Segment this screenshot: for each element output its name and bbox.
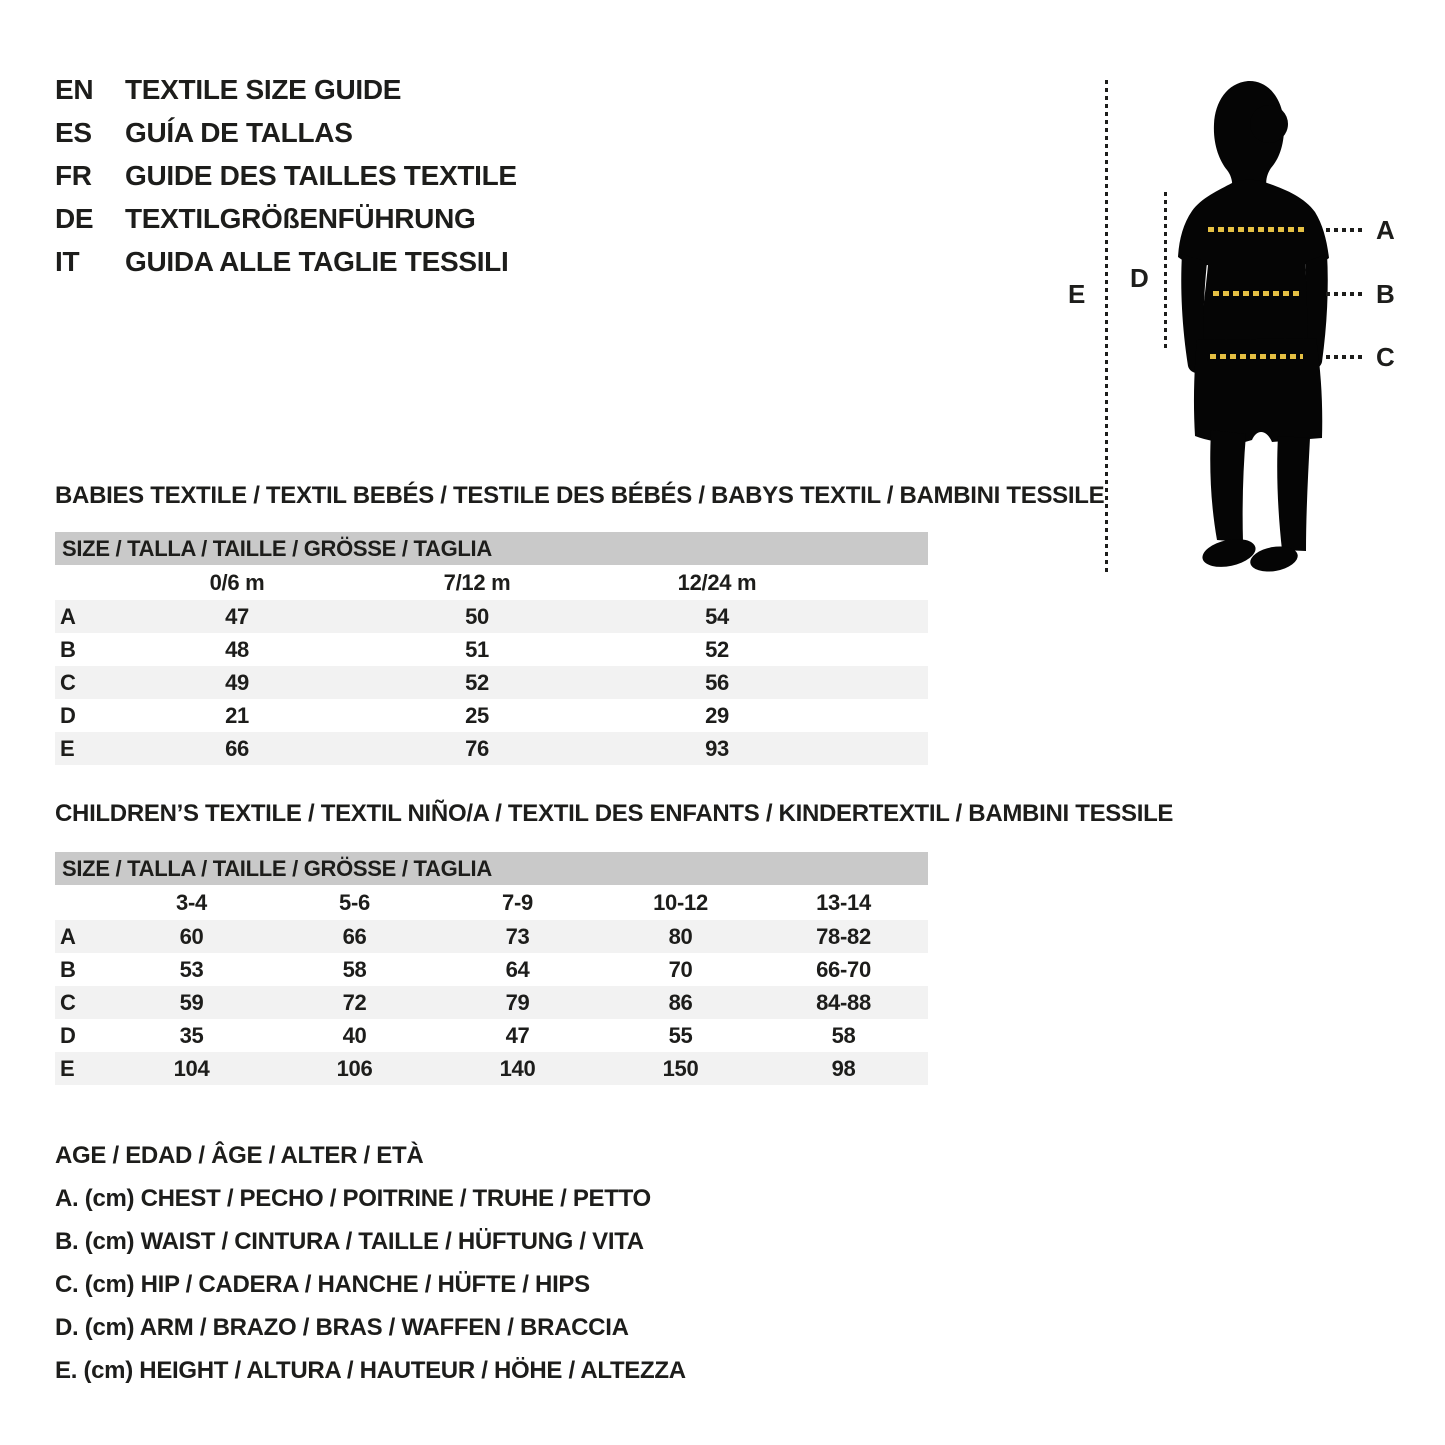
- language-row: [55, 154, 517, 197]
- legend-line: A. (cm) CHEST / PECHO / POITRINE / TRUHE / PETTO: [55, 1184, 651, 1212]
- waist-measure-line-b-dark: [1326, 292, 1364, 296]
- row-label: A: [60, 923, 76, 949]
- table-cell: 47: [505, 1022, 530, 1048]
- measure-label-c: C: [1376, 342, 1395, 372]
- column-header: 13-14: [816, 889, 871, 915]
- table-cell: 54: [705, 603, 729, 629]
- language-row: [55, 111, 517, 154]
- measurement-legend: [55, 1134, 686, 1392]
- table-cell: 40: [342, 1022, 367, 1048]
- measure-label-b: B: [1376, 279, 1395, 309]
- column-header: 0/6 m: [209, 569, 265, 595]
- silhouette-hair: [1250, 105, 1288, 143]
- column-header: 5-6: [339, 889, 370, 915]
- table-cell: 55: [668, 1022, 693, 1048]
- column-header: 7-9: [502, 889, 533, 915]
- language-code: FR: [55, 159, 92, 191]
- table-row: [55, 920, 928, 953]
- column-header: 7/12 m: [443, 569, 511, 595]
- table-cell: 66: [225, 735, 249, 761]
- table-row: [55, 600, 928, 633]
- legend-line: C. (cm) HIP / CADERA / HANCHE / HÜFTE / HIPS: [55, 1270, 590, 1298]
- silhouette-left-leg: [1210, 430, 1246, 542]
- table-cell: 104: [173, 1055, 210, 1081]
- chest-measure-line-a-dark: [1326, 228, 1364, 232]
- table-cell: 150: [662, 1055, 699, 1081]
- table-cell: 70: [668, 956, 693, 982]
- row-label: C: [60, 989, 76, 1015]
- language-code: ES: [55, 116, 92, 148]
- children-size-header-label: SIZE / TALLA / TAILLE / GRÖSSE / TAGLIA: [62, 855, 492, 881]
- children-column-header-row: [55, 885, 928, 920]
- row-label: D: [60, 1022, 76, 1048]
- column-header: 10-12: [653, 889, 708, 915]
- babies-column-header-row: [55, 565, 928, 600]
- legend-line: D. (cm) ARM / BRAZO / BRAS / WAFFEN / BRACCIA: [55, 1313, 629, 1341]
- table-row: [55, 633, 928, 666]
- legend-line: B. (cm) WAIST / CINTURA / TAILLE / HÜFTUNG / VITA: [55, 1227, 644, 1255]
- table-cell: 93: [705, 735, 729, 761]
- language-title: GUIDA ALLE TAGLIE TESSILI: [125, 245, 509, 277]
- table-row: [55, 666, 928, 699]
- table-cell: 21: [225, 702, 249, 728]
- table-cell: 53: [179, 956, 204, 982]
- language-row: [55, 197, 517, 240]
- arm-measure-line-d: [1164, 192, 1167, 348]
- table-cell: 76: [465, 735, 489, 761]
- hip-measure-line-c-dark: [1326, 355, 1364, 359]
- table-cell: 140: [499, 1055, 536, 1081]
- row-label: C: [60, 669, 76, 695]
- table-row: [55, 1019, 928, 1052]
- table-cell: 84-88: [816, 989, 871, 1015]
- silhouette-left-shoe: [1200, 535, 1258, 572]
- language-row: [55, 240, 517, 283]
- table-cell: 59: [179, 989, 204, 1015]
- row-label: E: [60, 735, 75, 761]
- children-size-header-bar: [55, 852, 928, 885]
- table-cell: 98: [831, 1055, 856, 1081]
- table-cell: 106: [336, 1055, 373, 1081]
- language-title: GUIDE DES TAILLES TEXTILE: [125, 159, 517, 191]
- child-silhouette: [1175, 78, 1335, 572]
- babies-size-header-bar: [55, 532, 928, 565]
- measure-label-a: A: [1376, 215, 1395, 245]
- legend-line: AGE / EDAD / ÂGE / ALTER / ETÀ: [55, 1141, 424, 1169]
- language-row: [55, 68, 517, 111]
- table-cell: 66-70: [816, 956, 871, 982]
- height-measure-line-e: [1105, 80, 1108, 575]
- waist-measure-line-b-yellow: [1213, 291, 1301, 296]
- table-cell: 79: [505, 989, 530, 1015]
- table-cell: 58: [831, 1022, 856, 1048]
- row-label: A: [60, 603, 76, 629]
- row-label: D: [60, 702, 76, 728]
- table-cell: 48: [225, 636, 249, 662]
- legend-line: E. (cm) HEIGHT / ALTURA / HAUTEUR / HÖHE / ALTEZZA: [55, 1356, 686, 1384]
- table-row: [55, 699, 928, 732]
- column-header: 3-4: [176, 889, 207, 915]
- row-label: B: [60, 636, 76, 662]
- table-row: [55, 986, 928, 1019]
- language-title-block: [55, 68, 517, 283]
- table-cell: 29: [705, 702, 729, 728]
- table-row: [55, 1052, 928, 1085]
- silhouette-right-leg: [1277, 436, 1310, 551]
- table-cell: 78-82: [816, 923, 871, 949]
- table-cell: 56: [705, 669, 729, 695]
- table-cell: 73: [505, 923, 530, 949]
- language-code: IT: [55, 245, 80, 277]
- table-row: [55, 953, 928, 986]
- table-cell: 25: [465, 702, 489, 728]
- table-cell: 50: [465, 603, 489, 629]
- language-code: DE: [55, 202, 94, 234]
- table-cell: 47: [225, 603, 249, 629]
- table-cell: 86: [668, 989, 693, 1015]
- column-header: 12/24 m: [677, 569, 757, 595]
- language-title: TEXTILE SIZE GUIDE: [125, 73, 402, 105]
- table-cell: 52: [705, 636, 729, 662]
- hip-measure-line-c-yellow: [1210, 354, 1303, 359]
- children-section-heading: CHILDREN’S TEXTILE / TEXTIL NIÑO/A / TEXTIL DES ENFANTS / KINDERTEXTIL / BAMBINI TESSILE: [55, 800, 1174, 827]
- language-code: EN: [55, 73, 94, 105]
- language-title: TEXTILGRÖßENFÜHRUNG: [125, 202, 476, 234]
- table-cell: 60: [179, 923, 204, 949]
- table-row: [55, 732, 928, 765]
- table-cell: 49: [225, 669, 249, 695]
- table-cell: 58: [342, 956, 367, 982]
- babies-size-header-label: SIZE / TALLA / TAILLE / GRÖSSE / TAGLIA: [62, 535, 492, 561]
- measure-label-e: E: [1068, 279, 1086, 309]
- table-cell: 35: [179, 1022, 204, 1048]
- row-label: B: [60, 956, 76, 982]
- table-cell: 64: [505, 956, 530, 982]
- table-cell: 72: [342, 989, 367, 1015]
- table-cell: 51: [465, 636, 489, 662]
- measure-label-d: D: [1130, 263, 1149, 293]
- table-cell: 66: [342, 923, 367, 949]
- language-title: GUÍA DE TALLAS: [125, 116, 353, 148]
- children-table: [55, 885, 928, 1085]
- row-label: E: [60, 1055, 75, 1081]
- chest-measure-line-a-yellow: [1208, 227, 1304, 232]
- table-cell: 80: [668, 923, 693, 949]
- babies-section-heading: BABIES TEXTILE / TEXTIL BEBÉS / TESTILE DES BÉBÉS / BABYS TEXTIL / BAMBINI TESSILE: [55, 482, 1105, 509]
- table-cell: 52: [465, 669, 489, 695]
- babies-table: [55, 565, 928, 765]
